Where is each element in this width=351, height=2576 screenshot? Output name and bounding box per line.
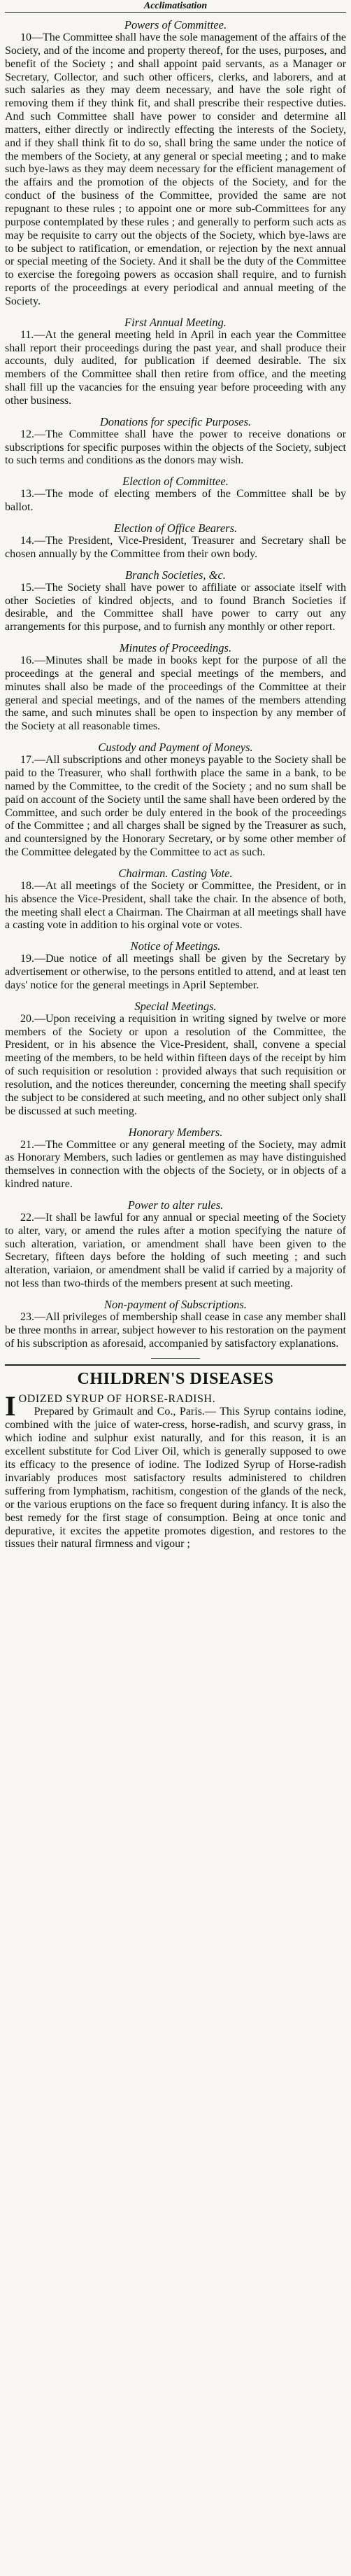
rule-paragraph: 21.—The Committee or any general meeting of the Society, may admit as Honorary Members, such ladies or gentlemen as may have distinguished themselves in connection with the objects of the Society, or in objects of a kindred nature. (5, 1138, 346, 1191)
rule-paragraph: 15.—The Society shall have power to affiliate or associate itself with other Societies of kindred objects, and to found Branch Societies if desirable, and the Committee shall have power to carry out any arrangements for this purpose, and to furnish any monthly or other report. (5, 581, 346, 634)
section-heading: Custody and Payment of Moneys. (98, 741, 253, 755)
advertisement (5, 1390, 347, 1552)
section-heading: Chairman. Casting Vote. (118, 866, 233, 880)
section-heading: Election of Committee. (122, 475, 229, 489)
running-head: Acclimatisation (5, 0, 346, 13)
section-heading: Powers of Committee. (124, 18, 227, 31)
rule-paragraph: 20.—Upon receiving a requisition in writing signed by twelve or more members of the Society or upon a resolution of the Committee, the President, or in his absence the Vice-President, shall, convene a special meeting of the members, to be held within fifteen days of the receipt by him of such requisition or resolution : provided always that such requisition or resolution, and the notices thereunder, concerning the meeting shall specify the subject to be considered at such meeting, and no other subject only shall be discussed at such meeting. (5, 1012, 346, 1117)
rule-paragraph: 18.—At all meetings of the Society or Committee, the President, or in his absence the Vice-President, shall take the chair. In the absence of both, the meeting shall elect a Chairman. The Chairman at all meetings shall have a casting vote in addition to his orginal vote or votes. (5, 879, 346, 932)
rule-paragraph: 16.—Minutes shall be made in books kept for the purpose of all the proceedings at the general and special meetings of the members, and minutes shall also be made of the proceedings of the Committee at their general and special meetings, and of the names of the members attending the same, and such minutes shall be open to inspection by any member of the Society at all reasonable times. (5, 654, 346, 733)
rule-paragraph: 12.—The Committee shall have the power to receive donations or subscriptions for specific purposes within the objects of the Society, subject to such terms and conditions as the donors may wish. (5, 428, 346, 467)
section-heading: Minutes of Proceedings. (119, 641, 232, 655)
rule-paragraph: 23.—All privileges of membership shall cease in case any member shall be three months in arrear, subject however to his restoration on the payment of his subscription as aforesaid, accompanied by satisfactory explanations. (5, 1310, 346, 1350)
advert-headline: ODIZED SYRUP OF HORSE-RADISH. (18, 1392, 216, 1405)
section-heading: Honorary Members. (128, 1125, 223, 1139)
section-heading: Non-payment of Subscriptions. (104, 1297, 247, 1311)
section-heading: Branch Societies, &c. (125, 568, 226, 582)
advert-dropcap: I (5, 1390, 16, 1422)
rule-paragraph: 22.—It shall be lawful for any annual or special meeting of the Society to alter, vary, or amend the rules after a motion specifying the nature of such alteration, variation, or amendment shall have been given to the Secretary, fifteen days before the holding of such meeting ; and such alteration, variaion, or amendment shall be valid if carried by a majority of not less than two-thirds of the members present at such meeting. (5, 1211, 346, 1290)
advert-body: This Syrup contains iodine, combined with the juice of water-cress, horse-radish, and scurvy grass, in which iodine and sulphur exist naturally, and for this reason, it is an excellent substitute for Cod Liver Oil, which is generally supposed to owe its efficacy to the presence of iodine. The Iodized Syrup of Horse-radish invariably produces most satisfactory results administered to children suffering from lymphatism, rachitism, congestion of the glands of the neck, or the various eruptions on the face so frequent during infancy. It is also the best remedy for the first stage of consumption. Being at once tonic and depurative, it excites the appetite promotes digestion, and restores to the tissues their natural firmness and vigour ; (5, 1406, 347, 1550)
rule-paragraph: 10—The Committee shall have the sole management of the affairs of the Society, and of the income and property thereof, for the uses, purposes, and benefit of the Society ; and shall appoint paid servants, as a Manager or Secretary, Collector, and such other officers, clerks, and laborers, and at such salaries as they may deem necessary, and have the sole right of removing them if they think fit, and shall prescribe their respective duties. And such Committee shall have power to consider and determine all matters, either directly or indirectly effecting the interests of the Society, and if they shall think fit to do so, shall bring the same under the notice of the members of the Society, at any general or special meeting ; and to make such bye-laws as they may deem necessary for the efficient management of the affairs and the promotion of the objects of the Society, and for the conduct of the business of the Committee, provided the same are not repugnant to these rules ; to appoint one or more sub-Committees for any purpose contemplated by these rules ; and generally to perform such acts as may be requisite to carry out the objects of the Society, which bye-laws are to be subject to ratification, or emendation, or rejection by the next annual or special meeting of the Society. And it shall be the duty of the Committee to exercise the foregoing powers as occasion shall require, and to furnish reports of the proceedings at every periodical and annual meeting of the Society. (5, 31, 346, 307)
column-divider (151, 1358, 200, 1359)
section-heading: Election of Office Bearers. (113, 522, 238, 535)
advert-byline: Prepared by Grimault and Co., Paris.— (34, 1406, 216, 1418)
section-heading: Donations for specific Purposes. (99, 414, 252, 428)
section-heading: First Annual Meeting. (124, 315, 227, 329)
rule-paragraph: 17.—All subscriptions and other moneys payable to the Society shall be paid to the Treasurer, who shall forthwith place the same in a bank, to be named by the Committee, to the credit of the Society ; and no sum shall be paid on account of the Society until the same shall have been ordered by the Committee, and such order be duly entered in the book of the proceedings of the Committee ; and all charges shall be signed by the Treasurer as such, and countersigned by the Honorary Secretary, or by some other member of the Committee delegated by the Committee to act as such. (5, 754, 346, 859)
rule-paragraph: 11.—At the general meeting held in April in each year the Committee shall report their proceedings during the past year, and shall produce their accounts, duly audited, for publication if deemed desirable. The six members of the Committee shall then retire from office, and the meeting shall fill up the vacancies for the ensuing year before proceeding with any other business. (5, 328, 346, 407)
rule-paragraph: 19.—Due notice of all meetings shall be given by the Secretary by advertisement or otherwise, to the persons entitled to attend, and at least ten days' notice for the general meetings in April September. (5, 953, 346, 991)
section-heading: Power to alter rules. (127, 1198, 224, 1212)
section-heading: Special Meetings. (134, 999, 217, 1013)
section-banner: CHILDREN'S DISEASES (5, 1364, 346, 1390)
rules-section-list (5, 18, 346, 1351)
rule-paragraph: 14.—The President, Vice-President, Treasurer and Secretary shall be chosen annually by the Committee from their own body. (5, 535, 346, 560)
rule-paragraph: 13.—The mode of electing members of the Committee shall be by ballot. (5, 488, 346, 514)
section-heading: Notice of Meetings. (130, 939, 221, 953)
